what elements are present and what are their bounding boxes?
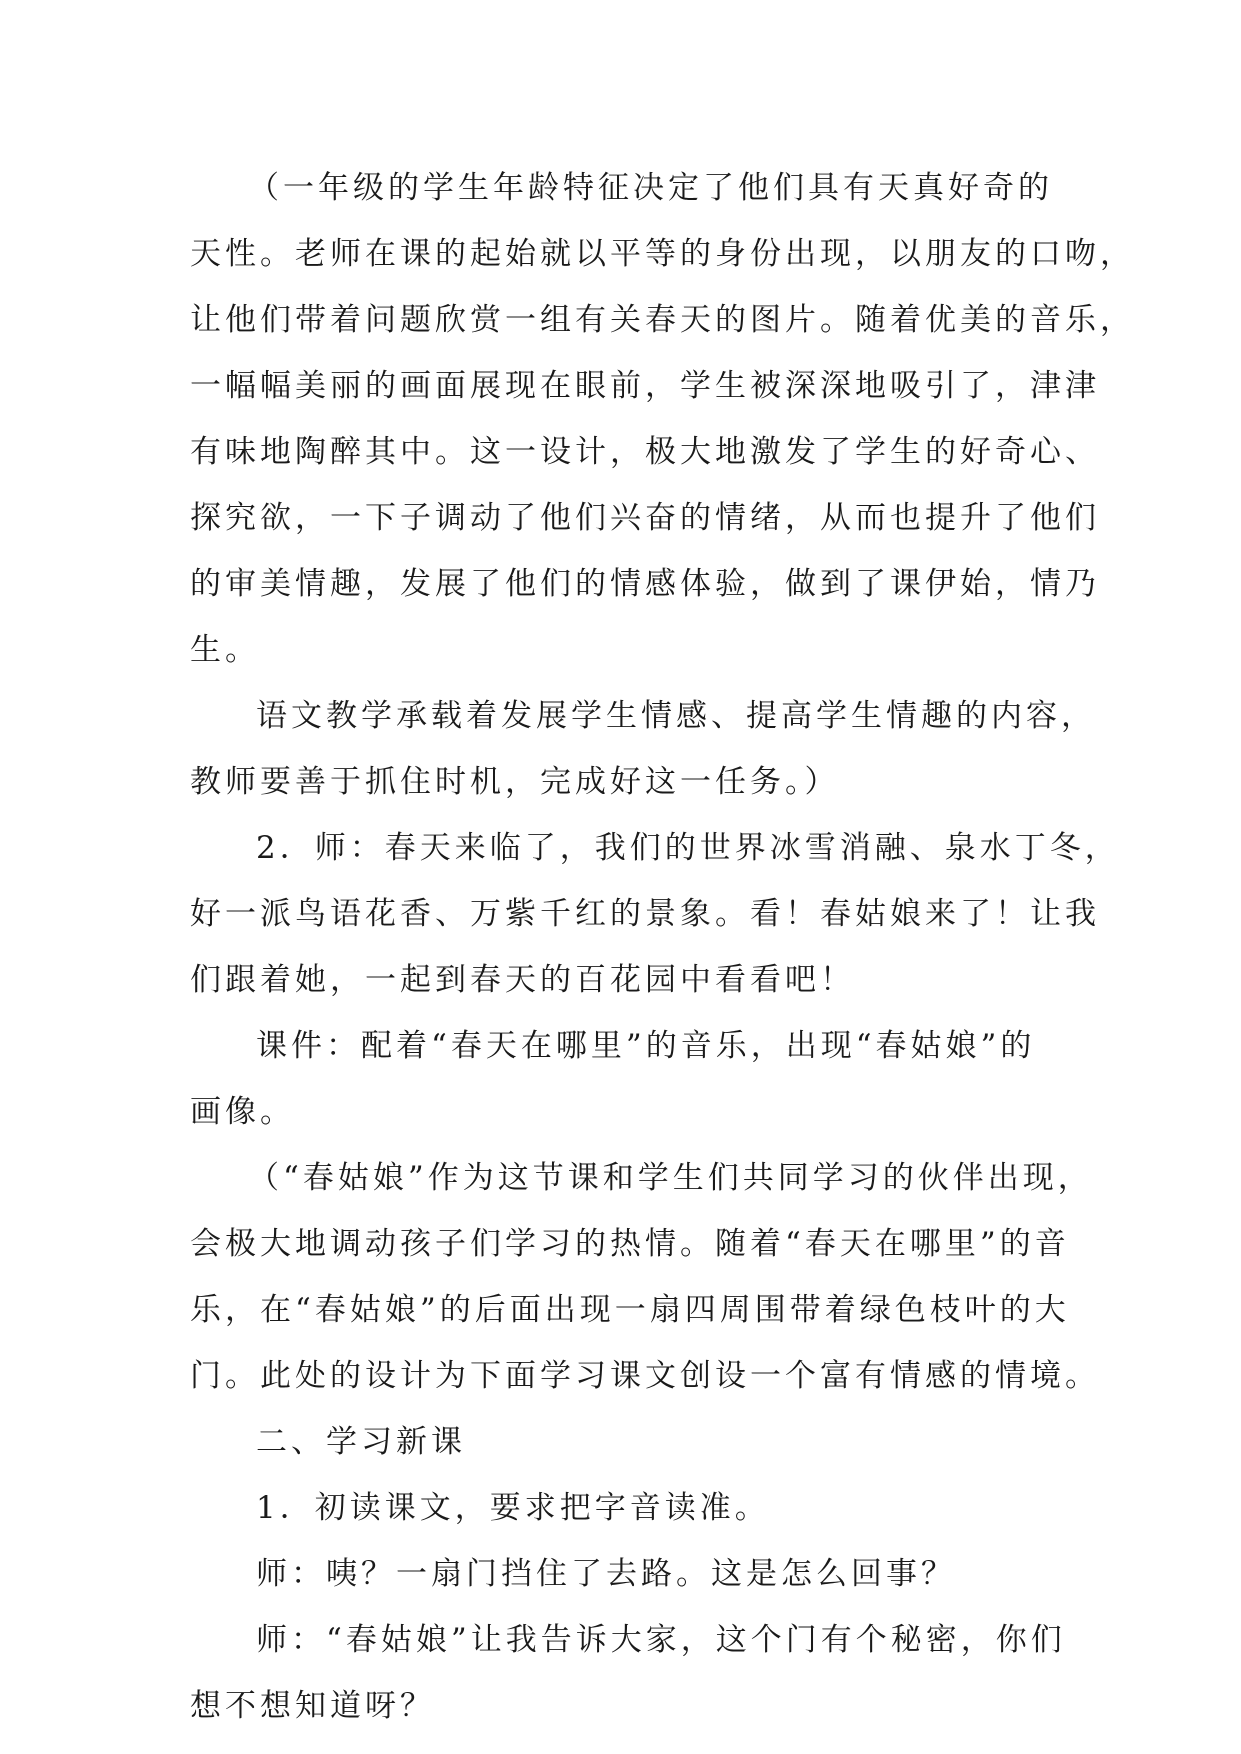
paragraph-line: （一年级的学生年龄特征决定了他们具有天真好奇的 [248,170,1053,206]
paragraph-line: 一幅幅美丽的画面展现在眼前，学生被深深地吸引了，津津 [190,368,1100,404]
paragraph-line: 会极大地调动孩子们学习的热情。随着“春天在哪里”的音 [190,1226,1070,1262]
paragraph-line: 乐，在“春姑娘”的后面出现一扇四周围带着绿色枝叶的大 [190,1292,1070,1328]
section-heading: 二、学习新课 [256,1424,466,1460]
paragraph-line: 生。 [190,632,260,668]
paragraph-line: 探究欲，一下子调动了他们兴奋的情绪，从而也提升了他们 [190,500,1100,536]
paragraph-line: 有味地陶醉其中。这一设计，极大地激发了学生的好奇心、 [190,434,1100,470]
paragraph-line: 师：“春姑娘”让我告诉大家，这个门有个秘密，你们 [256,1622,1066,1658]
paragraph-line: 师：咦？一扇门挡住了去路。这是怎么回事？ [256,1556,956,1592]
paragraph-line: 语文教学承载着发展学生情感、提高学生情趣的内容， [256,698,1096,734]
paragraph-line: 的审美情趣，发展了他们的情感体验，做到了课伊始，情乃 [190,566,1100,602]
paragraph-line: 天性。老师在课的起始就以平等的身份出现，以朋友的口吻， [190,236,1135,272]
paragraph-line: 们跟着她，一起到春天的百花园中看看吧！ [190,962,855,998]
paragraph-line: 2．师：春天来临了，我们的世界冰雪消融、泉水丁冬， [256,830,1120,866]
paragraph-line: 画像。 [190,1094,295,1130]
paragraph-line: 1．初读课文，要求把字音读准。 [256,1490,770,1526]
paragraph-line: 课件：配着“春天在哪里”的音乐，出现“春姑娘”的 [256,1028,1036,1064]
paragraph-line: 让他们带着问题欣赏一组有关春天的图片。随着优美的音乐， [190,302,1135,338]
paragraph-line: 教师要善于抓住时机，完成好这一任务。） [190,764,840,800]
paragraph-line: （“春姑娘”作为这节课和学生们共同学习的伙伴出现， [248,1160,1093,1196]
paragraph-line: 好一派鸟语花香、万紫千红的景象。看！春姑娘来了！让我 [190,896,1100,932]
paragraph-line: 想不想知道呀？ [190,1688,435,1724]
paragraph-line: 门。此处的设计为下面学习课文创设一个富有情感的情境。 [190,1358,1100,1394]
document-body [190,155,1135,1739]
